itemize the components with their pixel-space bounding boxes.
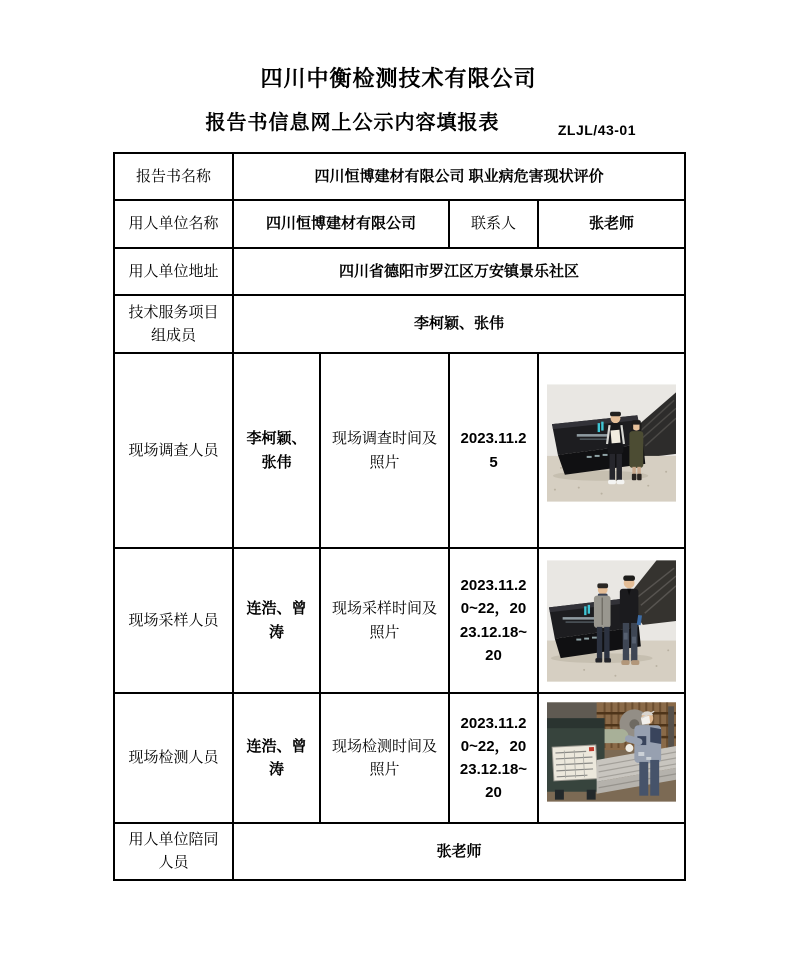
row-employer-name	[114, 200, 685, 248]
form-code: ZLJL/43-01	[557, 122, 636, 138]
survey-personnel: 李柯颖、张伟	[233, 353, 320, 548]
survey-time-label: 现场调查时间及照片	[320, 353, 449, 548]
form-title: 报告书信息网上公示内容填报表	[205, 112, 500, 134]
survey-photo-cell	[538, 353, 685, 548]
testing-label: 现场检测人员	[114, 693, 233, 823]
row-accompanying-personnel	[114, 823, 685, 880]
contact-value: 张老师	[538, 200, 685, 248]
sampling-label: 现场采样人员	[114, 548, 233, 693]
survey-time-value: 2023.11.25	[449, 353, 538, 548]
row-report-name	[114, 153, 685, 200]
row-site-survey	[114, 353, 685, 548]
row-employer-address	[114, 248, 685, 295]
survey-label: 现场调查人员	[114, 353, 233, 548]
testing-time-label: 现场检测时间及照片	[320, 693, 449, 823]
employer-address-value: 四川省德阳市罗江区万安镇景乐社区	[233, 248, 685, 295]
contact-label: 联系人	[449, 200, 538, 248]
testing-workshop-photo	[547, 702, 676, 802]
report-name-label: 报告书名称	[114, 153, 233, 200]
row-site-testing	[114, 693, 685, 823]
testing-personnel: 连浩、曾涛	[233, 693, 320, 823]
sampling-time-value: 2023.11.20~22，2023.12.18~20	[449, 548, 538, 693]
accompanying-label: 用人单位陪同人员	[114, 823, 233, 880]
sampling-time-label: 现场采样时间及照片	[320, 548, 449, 693]
employer-address-label: 用人单位地址	[114, 248, 233, 295]
report-info-table	[113, 152, 686, 881]
testing-time-value: 2023.11.20~22，2023.12.18~20	[449, 693, 538, 823]
project-team-label: 技术服务项目组成员	[114, 295, 233, 353]
project-team-value: 李柯颖、张伟	[233, 295, 685, 353]
form-title-row	[113, 108, 684, 138]
accompanying-value: 张老师	[233, 823, 685, 880]
employer-name-label: 用人单位名称	[114, 200, 233, 248]
row-project-team	[114, 295, 685, 353]
employer-name-value: 四川恒博建材有限公司	[233, 200, 449, 248]
survey-lobby-photo	[547, 384, 676, 502]
sampling-lobby-photo	[547, 559, 676, 683]
sampling-photo-cell	[538, 548, 685, 693]
report-name-value: 四川恒博建材有限公司 职业病危害现状评价	[233, 153, 685, 200]
sampling-personnel: 连浩、曾涛	[233, 548, 320, 693]
row-site-sampling	[114, 548, 685, 693]
company-title: 四川中衡检测技术有限公司	[260, 66, 537, 91]
report-form-document	[113, 62, 684, 881]
testing-photo-cell	[538, 693, 685, 823]
